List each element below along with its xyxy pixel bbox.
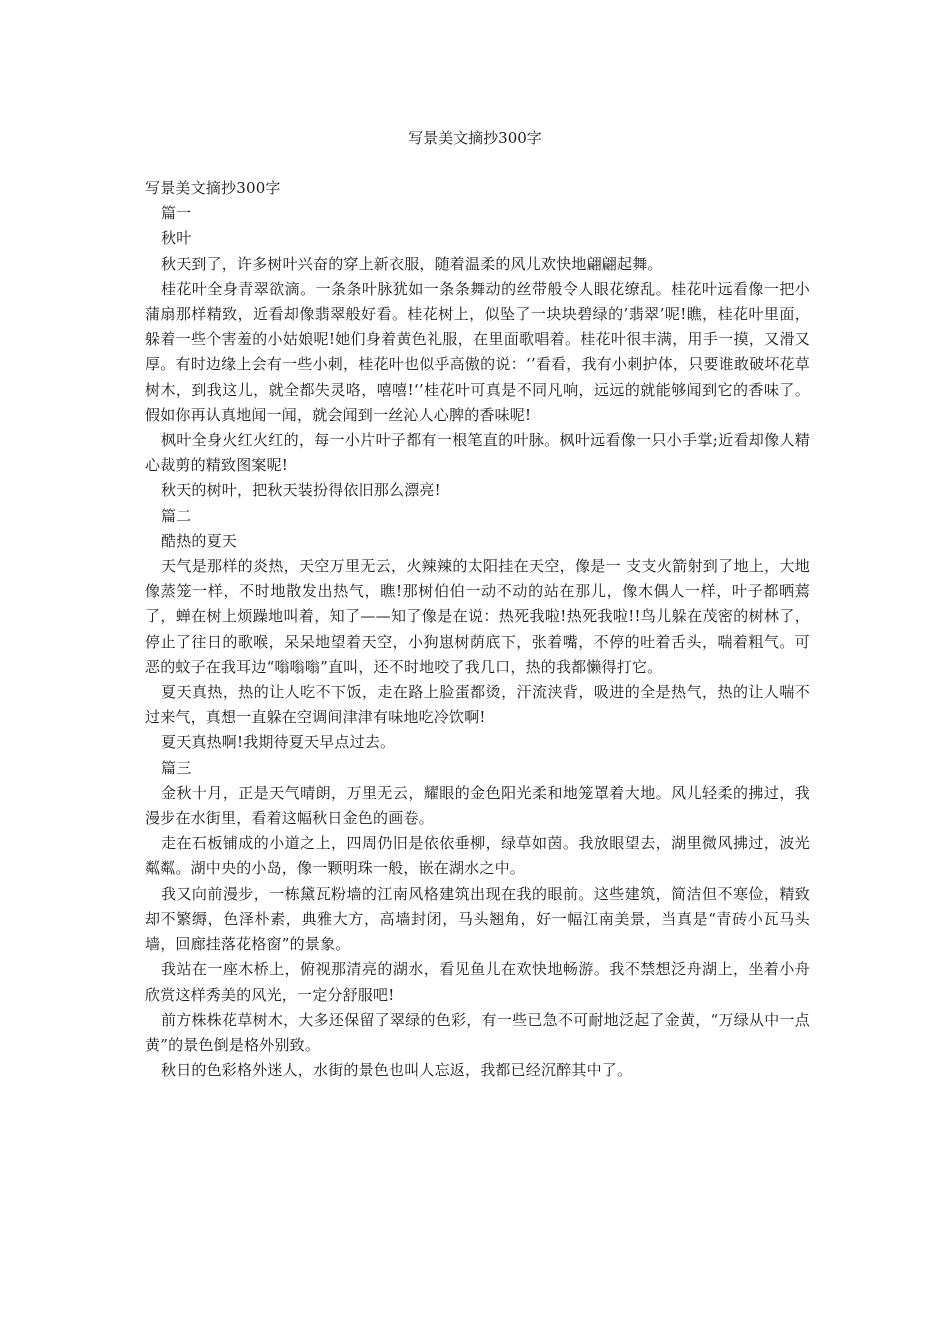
paragraph: 夏天真热，热的让人吃不下饭，走在路上脸蛋都烫，汗流浃背，吸进的全是热气，热的让人喘不过来气，真想一直躲在空调间津津有味地吃冷饮啊!	[145, 683, 810, 727]
page-title: 写景美文摘抄300字	[408, 129, 542, 147]
section-label-1: 篇一	[161, 204, 192, 223]
paragraph: 我站在一座木桥上，俯视那清亮的湖水，看见鱼儿在欢快地畅游。我不禁想泛舟湖上，坐着小舟欣赏这样秀美的风光，一定分舒服吧!	[145, 960, 810, 1004]
section-title-hot-summer: 酷热的夏天	[161, 531, 238, 550]
paragraph: 秋天到了，许多树叶兴奋的穿上新衣服，随着温柔的风儿欢快地翩翩起舞。	[161, 254, 663, 273]
paragraph: 桂花叶全身青翠欲滴。一条条叶脉犹如一条条舞动的丝带般令人眼花缭乱。桂花叶远看像一把小蒲扇那样精致，近看却像翡翠般好看。桂花树上，似坠了一块块碧绿的’翡翠’呢!瞧，桂花叶里面，躲着一些个害羞的小姑娘呢!她们身着黄色礼服，在里面歌唱着。桂花叶很丰满，用手一摸，又滑又厚。有时边缘上会有一些小刺，桂花叶也似乎高傲的说：‘’看看，我有小刺护体，只要谁敢破坏花草树木，到我这儿，就全都失灵咯，嘻嘻!‘’桂花叶可真是不同凡响，远远的就能够闻到它的香味了。假如你再认真地闻一闻，就会闻到一丝沁人心脾的香味呢!	[145, 279, 810, 424]
document-heading: 写景美文摘抄300字	[145, 179, 281, 197]
section-title-autumn-leaves: 秋叶	[161, 229, 192, 248]
paragraph: 前方株株花草树木，大多还保留了翠绿的色彩，有一些已急不可耐地泛起了金黄，“万绿从中一点黄”的景色倒是格外别致。	[145, 1010, 810, 1054]
paragraph: 金秋十月，正是天气晴朗，万里无云，耀眼的金色阳光柔和地笼罩着大地。风儿轻柔的拂过，我漫步在水街里，看着这幅秋日金色的画卷。	[145, 783, 810, 828]
document-body	[145, 176, 810, 1083]
paragraph: 夏天真热啊!我期待夏天早点过去。	[161, 733, 396, 752]
paragraph: 天气是那样的炎热，天空万里无云，火辣辣的太阳挂在天空，像是一 支支火箭射到了地上，大地像蒸笼一样，不时地散发出热气，瞧!那树伯伯一动不动的站在那儿，像木偶人一样，叶子都晒蔫了，蝉在树上烦躁地叫着，知了——知了像是在说：热死我啦!热死我啦!!鸟儿躲在茂密的树林了，停止了往日的歌喉，呆呆地望着天空，小狗崽树荫底下，张着嘴，不停的吐着舌头，喘着粗气。可恶的蚊子在我耳边“嗡嗡嗡”直叫，还不时地咬了我几口，热的我都懒得打它。	[145, 557, 810, 676]
paragraph: 秋日的色彩格外迷人，水街的景色也叫人忘返，我都已经沉醉其中了。	[161, 1061, 633, 1080]
paragraph: 秋天的树叶，把秋天装扮得依旧那么漂亮!	[161, 481, 441, 500]
paragraph: 枫叶全身火红火红的，每一小片叶子都有一根笔直的叶脉。枫叶远看像一只小手掌;近看却像人精心裁剪的精致图案呢!	[145, 431, 810, 475]
paragraph: 走在石板铺成的小道之上，四周仍旧是依依垂柳，绿草如茵。我放眼望去，湖里微风拂过，波光粼粼。湖中央的小岛，像一颗明珠一般，嵌在湖水之中。	[145, 834, 810, 878]
paragraph: 我又向前漫步，一栋黛瓦粉墙的江南风格建筑出现在我的眼前。这些建筑，简洁但不寒俭，精致却不繁缛，色泽朴素，典雅大方，高墙封闭，马头翘角，好一幅江南美景，当真是“青砖小瓦马头墙，回廊挂落花格窗”的景象。	[145, 884, 810, 954]
section-label-2: 篇二	[161, 506, 192, 525]
section-label-3: 篇三	[161, 758, 192, 777]
